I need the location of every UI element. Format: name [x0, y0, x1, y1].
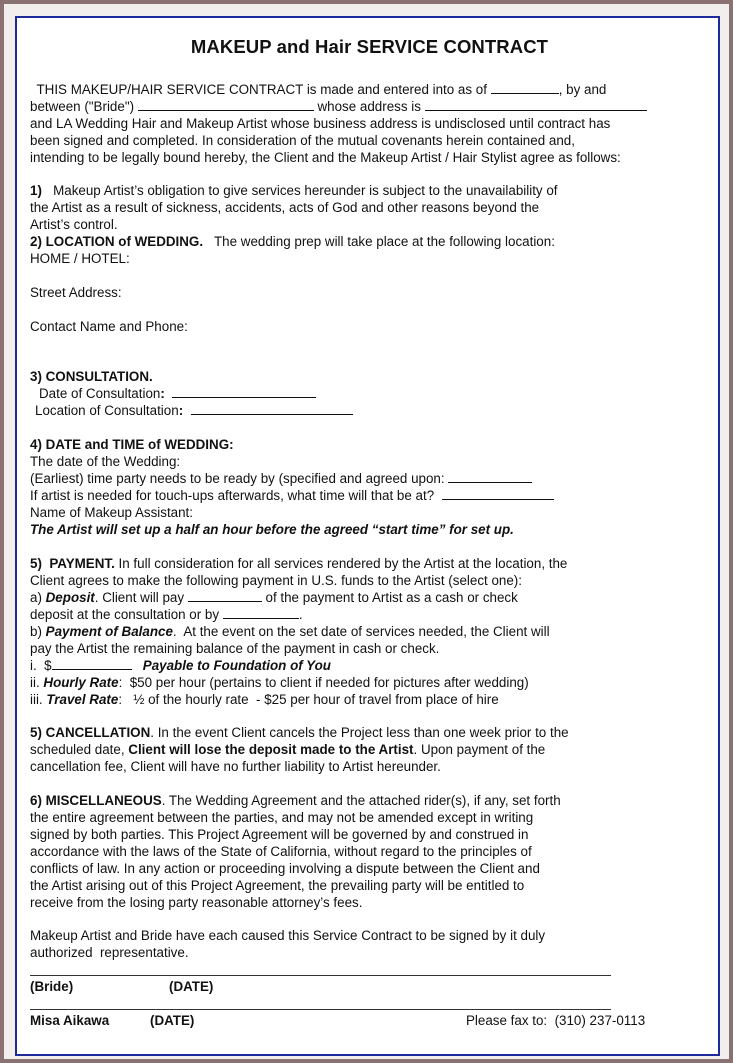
cancellation-line-3: cancellation fee, Client will have no further liability to Artist hereunder.: [30, 759, 441, 774]
misc-line-1: [30, 792, 561, 809]
payable-amount-field[interactable]: [52, 657, 132, 670]
payable-prefix: i. $: [30, 658, 52, 673]
section-1-line-1: [30, 182, 558, 199]
deposit-row: [30, 589, 518, 606]
payable-to-label: Payable to Foundation of You: [142, 658, 331, 673]
intro-text: whose address is: [313, 99, 425, 114]
closing-line-1: Makeup Artist and Bride have each caused this Service Contract to be signed by it duly: [30, 928, 546, 943]
section-5-heading: 5) PAYMENT.: [30, 556, 115, 571]
balance-row-2: pay the Artist the remaining balance of the payment in cash or check.: [30, 641, 440, 656]
travel-rate-row: [30, 691, 499, 708]
touchup-time-row: [30, 487, 554, 504]
page-background: [4, 4, 729, 1059]
cancellation-heading: 5) CANCELLATION: [30, 725, 151, 740]
setup-note: The Artist will set up a half an hour before the agreed “start time” for set up.: [30, 522, 514, 537]
intro-line-2: [30, 98, 647, 115]
street-address-label: Street Address:: [30, 285, 122, 300]
consultation-location-label: Location of Consultation: [35, 403, 179, 418]
misc-line-2: the entire agreement between the parties, and may not be amended except in writing: [30, 810, 534, 825]
deposit-prefix: a): [30, 590, 46, 605]
ready-time-field[interactable]: [448, 470, 532, 483]
deposit-label: Deposit: [45, 590, 95, 605]
hourly-prefix: ii.: [30, 675, 44, 690]
cancellation-line-1: [30, 724, 569, 741]
section-3-heading: 3) CONSULTATION.: [30, 369, 153, 384]
section-1-text: Makeup Artist’s obligation to give services hereunder is subject to the unavailability of: [53, 183, 558, 198]
section-2-line-1: [30, 233, 555, 250]
ready-time-label: (Earliest) time party needs to be ready by (specified and agreed upon:: [30, 471, 449, 486]
misc-text: . The Wedding Agreement and the attached rider(s), if any, set forth: [161, 793, 561, 808]
artist-signature-line[interactable]: [30, 1009, 611, 1010]
colon: :: [160, 386, 165, 401]
misc-line-3: signed by both parties. This Project Agreement will be governed by and construed in: [30, 827, 529, 842]
deposit-deadline-label: deposit at the consultation or by: [30, 607, 223, 622]
touchup-time-label: If artist is needed for touch-ups afterwards, what time will that be at?: [30, 488, 442, 503]
deposit-amount-field[interactable]: [188, 589, 262, 602]
balance-text: . At the event on the set date of services needed, the Client will: [172, 624, 550, 639]
travel-rate-label: Travel Rate: [46, 692, 119, 707]
section-1-line-2: the Artist as a result of sickness, accidents, acts of God and other reasons beyond the: [30, 200, 540, 215]
assistant-name-label: Name of Makeup Assistant:: [30, 505, 193, 520]
bride-label: (Bride): [30, 979, 74, 994]
intro-text: , by and: [558, 82, 607, 97]
travel-rate-text: : ½ of the hourly rate - $25 per hour of travel from place of hire: [118, 692, 499, 707]
home-hotel-label: HOME / HOTEL:: [30, 251, 130, 266]
payment-line-1: [30, 555, 567, 572]
colon: :: [178, 403, 184, 418]
intro-line-3: and LA Wedding Hair and Makeup Artist whose business address is undisclosed until contract has: [30, 116, 611, 131]
consultation-location-field[interactable]: [191, 402, 353, 415]
cancellation-text: . In the event Client cancels the Project less than one week prior to the: [150, 725, 569, 740]
intro-line-1: [33, 81, 606, 98]
section-2-text: The wedding prep will take place at the following location:: [203, 234, 555, 249]
consultation-date-label: Date of Consultation: [39, 386, 161, 401]
misc-heading: 6) MISCELLANEOUS: [30, 793, 162, 808]
bride-date-label: (DATE): [169, 979, 214, 994]
payable-row: [30, 657, 331, 674]
bride-address-field[interactable]: [425, 98, 647, 111]
cancellation-deposit-note: Client will lose the deposit made to the Artist: [128, 742, 414, 757]
cancellation-text: . Upon payment of the: [413, 742, 546, 757]
misc-line-4: accordance with the laws of the State of California, without regard to the principles of: [30, 844, 532, 859]
consultation-date-field[interactable]: [172, 385, 316, 398]
deposit-text: . Client will pay: [94, 590, 188, 605]
deposit-text: of the payment to Artist as a cash or check: [261, 590, 518, 605]
period: .: [298, 607, 303, 622]
travel-prefix: iii.: [30, 692, 47, 707]
misc-line-7: receive from the losing party reasonable attorney’s fees.: [30, 895, 363, 910]
deposit-deadline-field[interactable]: [223, 606, 299, 619]
balance-label: Payment of Balance: [45, 624, 173, 639]
balance-row: [30, 623, 550, 640]
section-1-line-3: Artist’s control.: [30, 217, 118, 232]
cancellation-line-2: [30, 741, 545, 758]
section-1-number: 1): [30, 183, 42, 198]
intro-line-5: intending to be legally bound hereby, the Client and the Makeup Artist / Hair Stylist agree as follows:: [30, 150, 621, 165]
contract-page: [15, 16, 720, 1056]
deposit-row-2: [30, 606, 303, 623]
ready-time-row: [30, 470, 532, 487]
bride-name-field[interactable]: [138, 98, 314, 111]
payment-line-2: Client agrees to make the following payment in U.S. funds to the Artist (select one):: [30, 573, 522, 588]
touchup-time-field[interactable]: [442, 487, 554, 500]
section-4-heading: 4) DATE and TIME of WEDDING:: [30, 437, 234, 452]
consultation-date-row: [39, 385, 316, 402]
hourly-rate-label: Hourly Rate: [43, 675, 119, 690]
contract-date-field[interactable]: [491, 81, 559, 94]
intro-line-4: been signed and completed. In consideration of the mutual covenants herein contained and,: [30, 133, 575, 148]
closing-line-2: authorized representative.: [30, 945, 189, 960]
hourly-rate-text: : $50 per hour (pertains to client if needed for pictures after wedding): [118, 675, 529, 690]
fax-number: Please fax to: (310) 237-0113: [466, 1013, 646, 1028]
section-2-heading: 2) LOCATION of WEDDING.: [30, 234, 204, 249]
bride-signature-line[interactable]: [30, 975, 611, 976]
misc-line-5: conflicts of law. In any action or proceeding involving a dispute between the Client and: [30, 861, 540, 876]
consultation-location-row: [35, 402, 353, 419]
document-title: MAKEUP and Hair SERVICE CONTRACT: [190, 36, 549, 57]
contact-name-phone-label: Contact Name and Phone:: [30, 319, 188, 334]
wedding-date-label: The date of the Wedding:: [30, 454, 181, 469]
misc-line-6: the Artist arising out of this Project Agreement, the prevailing party will be entitled to: [30, 878, 525, 893]
cancellation-text: scheduled date,: [30, 742, 129, 757]
hourly-rate-row: [30, 674, 529, 691]
intro-text: between ("Bride"): [30, 99, 138, 114]
balance-prefix: b): [30, 624, 46, 639]
artist-name: Misa Aikawa: [30, 1013, 110, 1028]
payment-text: In full consideration for all services rendered by the Artist at the location, the: [114, 556, 568, 571]
intro-text: THIS MAKEUP/HAIR SERVICE CONTRACT is made and entered into as of: [33, 82, 491, 97]
artist-date-label: (DATE): [150, 1013, 195, 1028]
